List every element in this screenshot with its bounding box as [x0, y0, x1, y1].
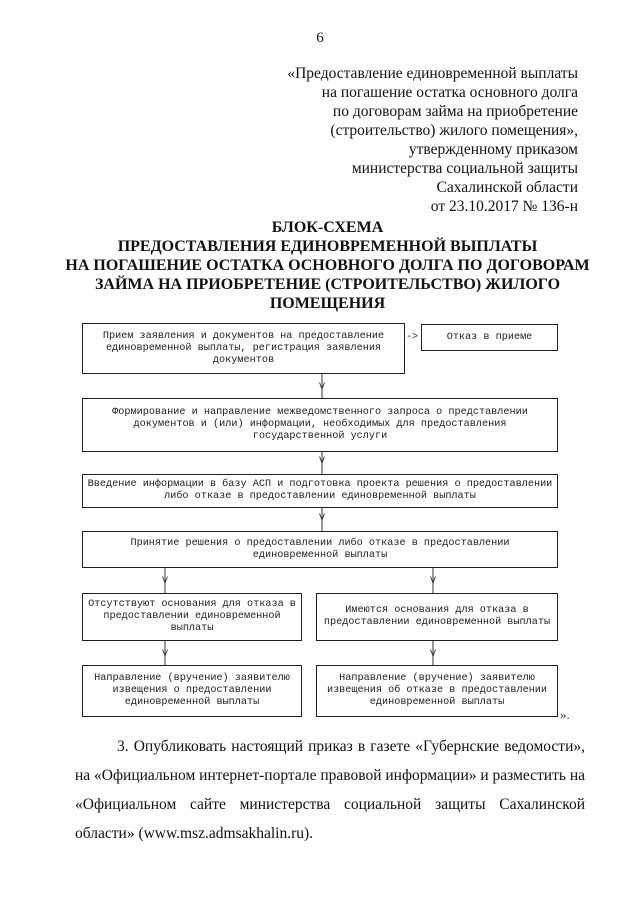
arrow-down-icon: V	[319, 382, 326, 393]
arrow-down-icon: V	[319, 456, 326, 467]
title-line: ПРЕДОСТАВЛЕНИЯ ЕДИНОВРЕМЕННОЙ ВЫПЛАТЫ	[117, 238, 538, 255]
title-line: ПОМЕЩЕНИЯ	[269, 295, 386, 312]
header-line: «Предоставление единовременной выплаты	[287, 65, 578, 82]
arrow-right-icon: ->	[406, 332, 419, 343]
arrow-down-icon: V	[430, 576, 437, 587]
flow-step-has-grounds: Имеются основания для отказа в предоставлении единовременной выплаты	[316, 593, 558, 641]
paragraph-publication	[75, 732, 585, 848]
title-line: ЗАЙМА НА ПРИОБРЕТЕНИЕ (СТРОИТЕЛЬСТВО) ЖИЛОГО	[94, 276, 561, 293]
title-line: НА ПОГАШЕНИЕ ОСТАТКА ОСНОВНОГО ДОЛГА ПО ДОГОВОРАМ	[65, 257, 590, 274]
arrow-down-icon: V	[162, 576, 169, 587]
flow-step-decision: Принятие решения о предоставлении либо отказе в предоставлении единовременной выплаты	[82, 531, 558, 568]
title-line: БЛОК-СХЕМА	[271, 219, 384, 236]
header-line: Сахалинской области	[436, 179, 578, 196]
arrow-down-icon: V	[430, 649, 437, 660]
flow-step-notice-grant: Направление (вручение) заявителю извещения о предоставлении единовременной выплаты	[82, 665, 302, 717]
flow-step-refusal-intake: Отказ в приеме	[421, 324, 558, 351]
arrow-down-icon: V	[162, 649, 169, 660]
flow-step-no-grounds: Отсутствуют основания для отказа в предоставлении единовременной выплаты	[82, 593, 302, 641]
approval-header	[258, 64, 578, 216]
header-line: на погашение остатка основного долга	[321, 84, 578, 101]
header-line: утвержденному приказом	[408, 141, 578, 158]
flow-step-entry: Введение информации в базу АСП и подготовка проекта решения о предоставлении либо отказе в предоставлении единовременной выплаты	[82, 474, 558, 508]
closing-quote-mark: ».	[560, 707, 570, 722]
document-title	[60, 218, 595, 313]
header-line: министерства социальной защиты	[351, 160, 578, 177]
header-line: по договорам займа на приобретение	[332, 103, 578, 120]
paragraph-text: 3. Опубликовать настоящий приказ в газете «Губернские ведомости», на «Официальном интернет-портале правовой информации» и разместить на «Официальном сайте министерства социальной защиты Сахалинской области» (www.msz.admsakhalin.ru).	[75, 738, 585, 842]
flow-step-intake: Прием заявления и документов на предоставление единовременной выплаты, регистрация заявления документов	[82, 323, 405, 374]
flow-step-request: Формирование и направление межведомственного запроса о представлении документов и (или) информации, необходимых для предоставления государственной услуги	[82, 398, 558, 452]
header-line: от 23.10.2017 № 136-н	[430, 198, 578, 215]
flow-step-notice-refusal: Направление (вручение) заявителю извещения об отказе в предоставлении единовременной выплаты	[316, 665, 558, 717]
arrow-down-icon: V	[319, 513, 326, 524]
header-line: (строительство) жилого помещения»,	[330, 122, 578, 139]
page-number: 6	[316, 30, 324, 46]
